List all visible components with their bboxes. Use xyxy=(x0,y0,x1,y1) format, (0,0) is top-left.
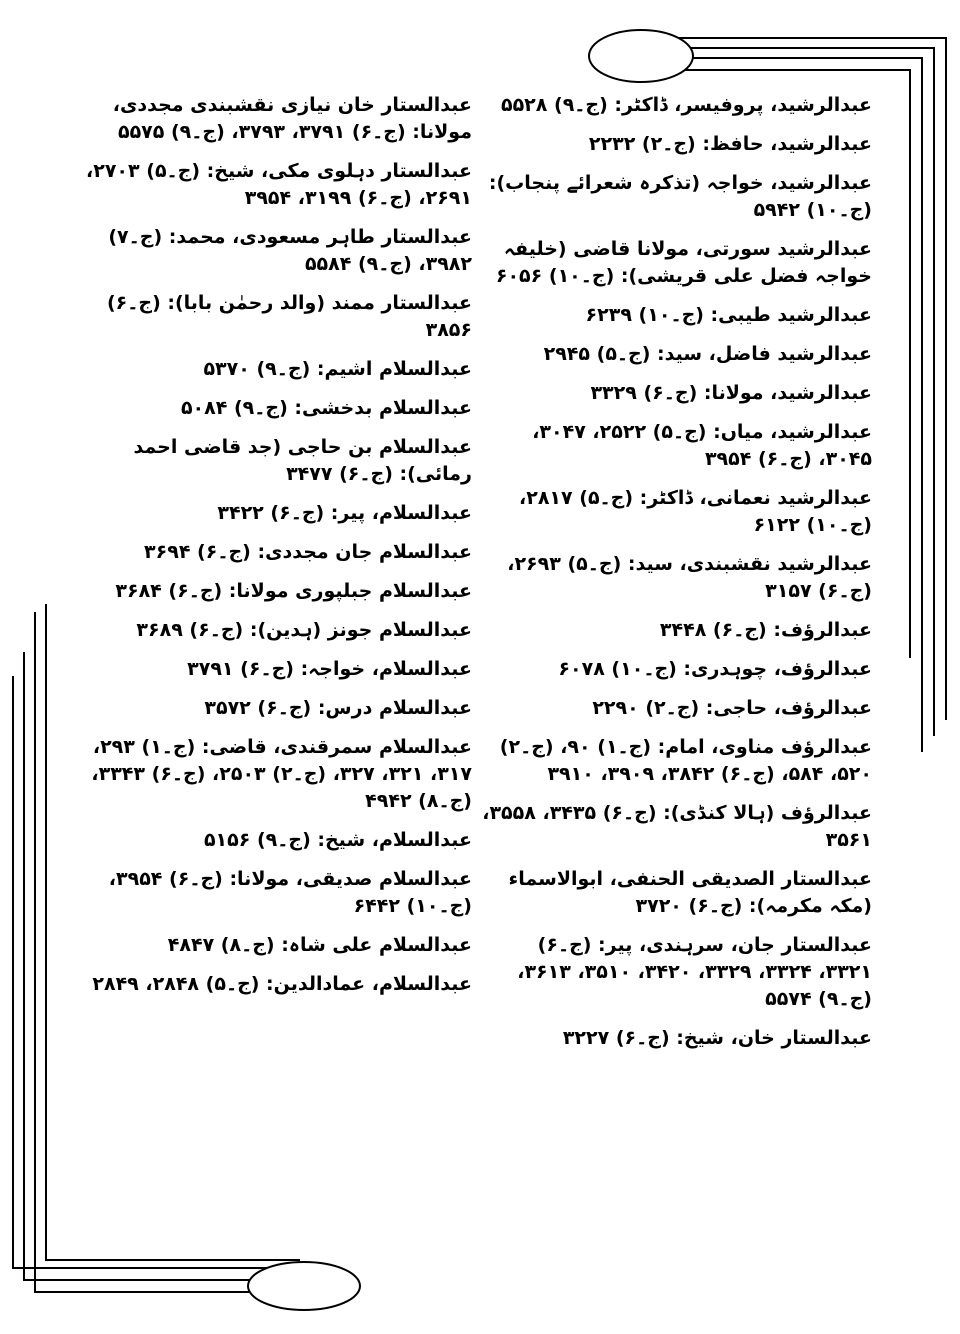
index-entry: عبدالستار دہلوی مکی، شیخ: (ج۔۵) ۲۷۰۳، ۲۶۹۱، (ج۔۶) ۳۱۹۹، ۳۹۵۴ xyxy=(86,160,472,209)
index-entry: عبدالسلام بدخشی: (ج۔۹) ۵۰۸۴ xyxy=(180,397,472,419)
index-entry: عبدالسلام سمرقندی، قاضی: (ج۔۱) ۲۹۳، ۳۱۷، ۳۲۱، ۳۲۷، (ج۔۲) ۲۵۰۳، (ج۔۶) ۳۳۴۳، (ج۔۸) ۴۹۴۲ xyxy=(91,736,472,812)
index-entry: عبدالرشید نعمانی، ڈاکٹر: (ج۔۵) ۲۸۱۷، (ج۔۱۰) ۶۱۲۲ xyxy=(519,487,872,536)
index-entry: عبدالرشید، خواجہ (تذکرہ شعرائے پنجاب): (ج۔۱۰) ۵۹۴۲ xyxy=(488,172,872,221)
index-entry: عبدالرشید، حافظ: (ج۔۲) ۲۲۳۲ xyxy=(588,133,872,155)
index-entry: عبدالسلام، عمادالدین: (ج۔۵) ۲۸۴۸، ۲۸۴۹ xyxy=(92,973,472,995)
index-entry: عبدالستار خان، شیخ: (ج۔۶) ۳۲۲۷ xyxy=(562,1027,872,1049)
index-column-left xyxy=(82,92,472,1010)
index-entry: عبدالسلام، پیر: (ج۔۶) ۳۴۲۲ xyxy=(217,502,472,524)
index-entry: عبدالرشید نقشبندی، سید: (ج۔۵) ۲۶۹۳، (ج۔۶) ۳۱۵۷ xyxy=(507,553,872,602)
index-entry: عبدالسلام درس: (ج۔۶) ۳۵۷۲ xyxy=(204,697,472,719)
index-entry: عبدالستار الصدیقی الحنفی، ابوالاسماء (مکہ مکرمہ): (ج۔۶) ۳۷۲۰ xyxy=(508,868,872,917)
index-entry: عبدالرشید فاضل، سید: (ج۔۵) ۲۹۴۵ xyxy=(543,343,872,365)
index-entry: عبدالسلام اشیم: (ج۔۹) ۵۳۷۰ xyxy=(203,358,472,380)
index-entry: عبدالستار ممند (والد رحمٰن بابا): (ج۔۶) ۳۸۵۶ xyxy=(106,292,472,341)
index-entry: عبدالرشید سورتی، مولانا قاضی (خلیفہ خواجہ فضل علی قریشی): (ج۔۱۰) ۶۰۵۶ xyxy=(495,238,872,287)
index-entry: عبدالسلام جونز (ہدین): (ج۔۶) ۳۶۸۹ xyxy=(136,619,472,641)
index-entry: عبدالستار خان نیازی نقشبندی مجددی، مولانا: (ج۔۶) ۳۷۹۱، ۳۷۹۳، (ج۔۹) ۵۵۷۵ xyxy=(112,94,472,143)
index-column-right xyxy=(482,92,872,1064)
index-entry: عبدالسلام صدیقی، مولانا: (ج۔۶) ۳۹۵۴، (ج۔۱۰) ۶۴۴۲ xyxy=(108,868,472,917)
index-entry: عبدالستار طاہر مسعودی، محمد: (ج۔۷) ۳۹۸۲، (ج۔۹) ۵۵۸۴ xyxy=(108,226,472,275)
index-entry: عبدالرؤف (ہالا کنڈی): (ج۔۶) ۳۴۳۵، ۳۵۵۸، ۳۵۶۱ xyxy=(482,802,872,851)
index-entry: عبدالرؤف مناوی، امام: (ج۔۱) ۹۰، (ج۔۲) ۵۲۰، ۵۸۴، (ج۔۶) ۳۸۴۲، ۳۹۰۹، ۳۹۱۰ xyxy=(499,736,872,785)
index-entry: عبدالستار جان، سرہندی، پیر: (ج۔۶) ۳۳۲۱، ۳۳۲۴، ۳۳۲۹، ۳۴۲۰، ۳۵۱۰، ۳۶۱۳، (ج۔۹) ۵۵۷۴ xyxy=(517,934,872,1010)
index-entry: عبدالرشید طیبی: (ج۔۱۰) ۶۲۳۹ xyxy=(585,304,872,326)
index-entry: عبدالرشید، مولانا: (ج۔۶) ۳۳۲۹ xyxy=(590,382,872,404)
index-entry: عبدالرشید، پروفیسر، ڈاکٹر: (ج۔۹) ۵۵۲۸ xyxy=(500,94,872,116)
index-entry: عبدالرؤف: (ج۔۶) ۳۴۴۸ xyxy=(659,619,872,641)
index-entry: عبدالرؤف، حاجی: (ج۔۲) ۲۲۹۰ xyxy=(592,697,872,719)
index-entry: عبدالسلام بن حاجی (جد قاضی احمد رمائی): (ج۔۶) ۳۴۷۷ xyxy=(133,436,472,485)
index-entry: عبدالسلام جان مجددی: (ج۔۶) ۳۶۹۴ xyxy=(144,541,472,563)
index-entry: عبدالسلام علی شاہ: (ج۔۸) ۴۸۴۷ xyxy=(167,934,472,956)
index-entry: عبدالرشید، میاں: (ج۔۵) ۲۵۲۲، ۳۰۴۷، ۳۰۴۵، (ج۔۶) ۳۹۵۴ xyxy=(532,421,872,470)
index-entry: عبدالسلام جبلپوری مولانا: (ج۔۶) ۳۶۸۴ xyxy=(115,580,472,602)
index-entry: عبدالسلام، خواجہ: (ج۔۶) ۳۷۹۱ xyxy=(187,658,472,680)
index-entry: عبدالرؤف، چوہدری: (ج۔۱۰) ۶۰۷۸ xyxy=(558,658,872,680)
index-entry: عبدالسلام، شیخ: (ج۔۹) ۵۱۵۶ xyxy=(203,829,472,851)
